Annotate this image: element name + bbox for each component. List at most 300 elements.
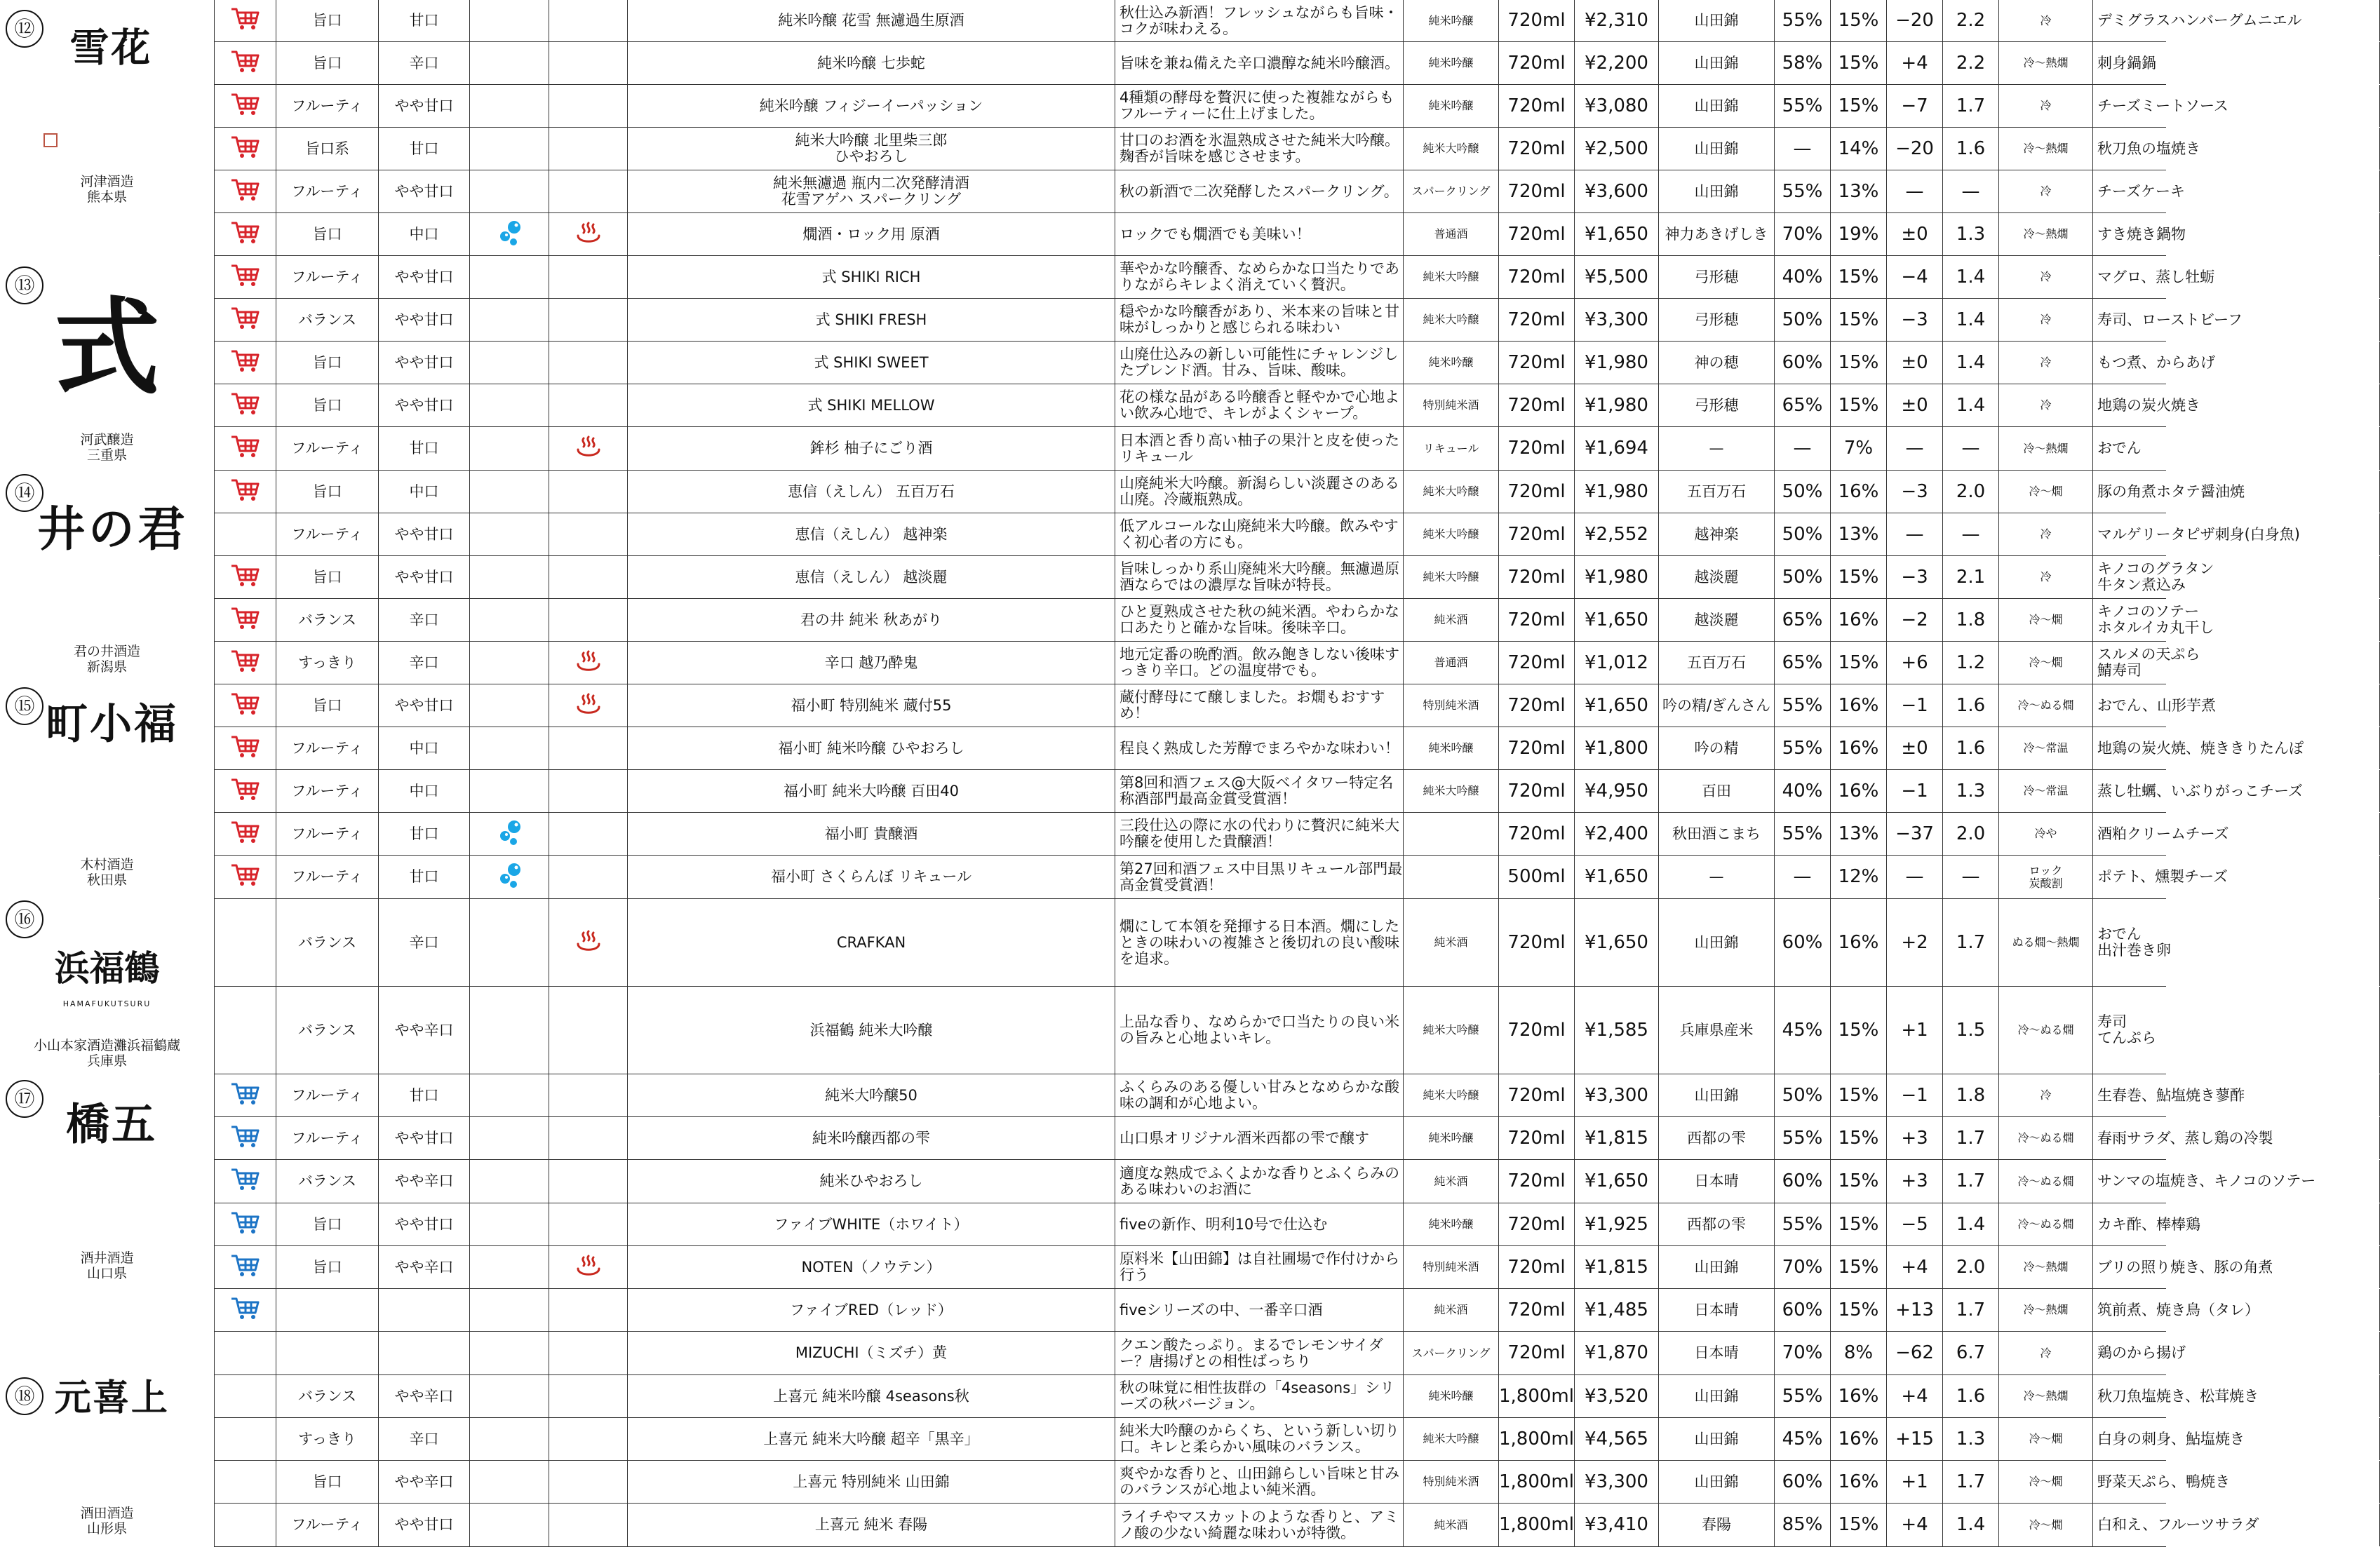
- abv-cell: 15%: [1830, 1117, 1886, 1159]
- desc-cell: 旨味を兼ね備えた辛口濃醇な純米吟醸酒。: [1115, 42, 1403, 84]
- price-cell: ¥1,650: [1574, 856, 1658, 898]
- rice-cell: 弓形穂: [1658, 256, 1774, 298]
- cart-icon[interactable]: [230, 306, 261, 335]
- cart-icon[interactable]: [230, 734, 261, 763]
- abv-cell: 15%: [1830, 1504, 1886, 1546]
- smv-cell: ±0: [1886, 384, 1942, 426]
- price-cell: ¥2,310: [1574, 0, 1658, 41]
- size-cell: 720ml: [1498, 987, 1574, 1074]
- brewery-name: 小山本家酒造灘浜福鶴蔵: [33, 1038, 180, 1053]
- type-cell: 純米大吟醸: [1403, 987, 1498, 1074]
- temp-cell: 冷～ぬる燗: [1998, 987, 2092, 1074]
- cart-icon[interactable]: [230, 6, 261, 35]
- type-cell: 純米大吟醸: [1403, 770, 1498, 812]
- aroma-cell: 旨口: [276, 471, 378, 513]
- polish-cell: 50%: [1774, 556, 1830, 598]
- desc-cell: 山廃仕込みの新しい可能性にチャレンジしたブレンド酒。甘み、旨味、酸味。: [1115, 342, 1403, 384]
- hot-cell: [549, 1504, 627, 1546]
- hot-cell: [549, 856, 627, 898]
- aroma-cell: フルーティ: [276, 727, 378, 769]
- aroma-cell: バランス: [276, 899, 378, 986]
- polish-cell: 60%: [1774, 342, 1830, 384]
- table-row: [214, 170, 2185, 213]
- polish-cell: 40%: [1774, 256, 1830, 298]
- taste-cell: やや甘口: [378, 85, 469, 127]
- brewery-name: 河津酒造: [80, 174, 134, 189]
- temp-cell: 冷: [1998, 0, 2092, 41]
- rice-cell: 山田錦: [1658, 128, 1774, 170]
- cart-cell: [214, 987, 276, 1074]
- price-cell: ¥1,650: [1574, 213, 1658, 255]
- smv-cell: −37: [1886, 813, 1942, 855]
- brewery-name: 酒井酒造: [80, 1250, 134, 1266]
- brand-logo: 浜福鶴: [54, 947, 160, 989]
- brewery-caption: [0, 857, 214, 888]
- temp-cell: 冷: [1998, 256, 2092, 298]
- polish-cell: 55%: [1774, 170, 1830, 212]
- hot-cell: [549, 170, 627, 212]
- rice-cell: 山田錦: [1658, 899, 1774, 986]
- temp-cell: 冷: [1998, 1332, 2092, 1374]
- cart-icon[interactable]: [230, 391, 261, 420]
- cart-cell: [214, 256, 276, 298]
- cart-icon[interactable]: [230, 135, 261, 163]
- pairing-cell: もつ煮、からあげ: [2092, 342, 2380, 384]
- brewery-name: 君の井酒造: [73, 644, 140, 659]
- size-cell: 720ml: [1498, 384, 1574, 426]
- size-cell: 720ml: [1498, 170, 1574, 212]
- hot-cell: [549, 556, 627, 598]
- polish-cell: 40%: [1774, 770, 1830, 812]
- hot-cell: [549, 1117, 627, 1159]
- rice-cell: 山田錦: [1658, 1418, 1774, 1460]
- cold-cell: [469, 987, 549, 1074]
- price-cell: ¥2,200: [1574, 42, 1658, 84]
- cart-icon[interactable]: [230, 1296, 261, 1325]
- size-cell: 720ml: [1498, 1246, 1574, 1288]
- cart-icon[interactable]: [230, 92, 261, 121]
- temp-cell: 冷～燗: [1998, 471, 2092, 513]
- aroma-cell: フルーティ: [276, 427, 378, 470]
- cart-icon[interactable]: [230, 434, 261, 463]
- cold-cell: [469, 1504, 549, 1546]
- abv-cell: 13%: [1830, 813, 1886, 855]
- rice-cell: 山田錦: [1658, 1246, 1774, 1288]
- taste-cell: やや甘口: [378, 170, 469, 212]
- rice-cell: 山田錦: [1658, 0, 1774, 41]
- smv-cell: −4: [1886, 256, 1942, 298]
- hot-cell: [549, 1332, 627, 1374]
- polish-cell: 70%: [1774, 1246, 1830, 1288]
- type-cell: 純米大吟醸: [1403, 1074, 1498, 1116]
- polish-cell: —: [1774, 856, 1830, 898]
- cart-cell: [214, 770, 276, 812]
- size-cell: 720ml: [1498, 1117, 1574, 1159]
- acid-cell: —: [1942, 427, 1998, 470]
- pairing-cell: 生春巻、鮎塩焼き蓼酢: [2092, 1074, 2380, 1116]
- hot-cell: [549, 256, 627, 298]
- price-cell: ¥3,410: [1574, 1504, 1658, 1546]
- type-cell: 純米吟醸: [1403, 85, 1498, 127]
- abv-cell: 15%: [1830, 1160, 1886, 1203]
- acid-cell: 1.6: [1942, 727, 1998, 769]
- taste-cell: やや甘口: [378, 342, 469, 384]
- rice-cell: 山田錦: [1658, 1375, 1774, 1417]
- brand-number: ⑫: [6, 10, 43, 48]
- polish-cell: 70%: [1774, 213, 1830, 255]
- taste-cell: 辛口: [378, 599, 469, 641]
- acid-cell: 1.3: [1942, 1418, 1998, 1460]
- prefecture: 兵庫県: [86, 1053, 127, 1069]
- size-cell: 720ml: [1498, 556, 1574, 598]
- price-cell: ¥1,815: [1574, 1246, 1658, 1288]
- type-cell: 純米酒: [1403, 599, 1498, 641]
- cold-cell: [469, 599, 549, 641]
- brewery-caption: [0, 1506, 214, 1536]
- rice-cell: 兵庫県産米: [1658, 987, 1774, 1074]
- cart-cell: [214, 642, 276, 684]
- brand-number: ⑯: [6, 900, 43, 938]
- polish-cell: 55%: [1774, 684, 1830, 727]
- cold-cell: [469, 1203, 549, 1245]
- price-cell: ¥4,950: [1574, 770, 1658, 812]
- cart-cell: [214, 1461, 276, 1503]
- smv-cell: −7: [1886, 85, 1942, 127]
- rice-cell: 西都の雫: [1658, 1203, 1774, 1245]
- taste-cell: 甘口: [378, 856, 469, 898]
- temp-cell: 冷～熱燗: [1998, 1375, 2092, 1417]
- table-row: [214, 299, 2243, 342]
- abv-cell: 15%: [1830, 642, 1886, 684]
- table-row: [214, 256, 2215, 299]
- pairing-cell: ブリの照り焼き、豚の角煮: [2092, 1246, 2380, 1288]
- brand-column: [0, 0, 214, 1542]
- brewery-name: 酒田酒造: [80, 1506, 134, 1521]
- abv-cell: 7%: [1830, 427, 1886, 470]
- price-cell: ¥1,650: [1574, 599, 1658, 641]
- pairing-cell: 酒粕クリームチーズ: [2092, 813, 2380, 855]
- brand-logo: 五橋: [58, 1101, 156, 1144]
- temp-cell: 冷: [1998, 1074, 2092, 1116]
- desc-cell: 第8回和酒フェス@大阪ベイタワー特定名称酒部門最高金賞受賞酒！: [1115, 770, 1403, 812]
- abv-cell: 16%: [1830, 1418, 1886, 1460]
- cart-icon[interactable]: [230, 691, 261, 720]
- temp-cell: 冷や: [1998, 813, 2092, 855]
- name-cell: NOTEN（ノウテン）: [627, 1246, 1115, 1288]
- hot-cell: [549, 599, 627, 641]
- cart-cell: [214, 899, 276, 986]
- size-cell: 720ml: [1498, 427, 1574, 470]
- brand-number: ⑬: [6, 266, 43, 304]
- smv-cell: —: [1886, 427, 1942, 470]
- name-cell: ファイブWHITE（ホワイト）: [627, 1203, 1115, 1245]
- price-cell: ¥1,980: [1574, 471, 1658, 513]
- abv-cell: 16%: [1830, 599, 1886, 641]
- type-cell: 純米酒: [1403, 1289, 1498, 1331]
- size-cell: 720ml: [1498, 471, 1574, 513]
- cart-icon[interactable]: [230, 49, 261, 78]
- price-cell: ¥1,980: [1574, 342, 1658, 384]
- cart-icon[interactable]: [230, 1167, 261, 1196]
- aroma-cell: フルーティ: [276, 513, 378, 555]
- bubbles-icon: [495, 818, 523, 850]
- rice-cell: 五百万石: [1658, 471, 1774, 513]
- taste-cell: 辛口: [378, 1418, 469, 1460]
- desc-cell: 花の様な品がある吟醸香と軽やかで心地よい飲み心地で、キレがよくシャープ。: [1115, 384, 1403, 426]
- price-cell: ¥1,012: [1574, 642, 1658, 684]
- hot-cell: [549, 1246, 627, 1288]
- hot-cell: [549, 1074, 627, 1116]
- price-cell: ¥2,552: [1574, 513, 1658, 555]
- polish-cell: 55%: [1774, 1117, 1830, 1159]
- temp-cell: 冷～熱燗: [1998, 213, 2092, 255]
- name-cell: 上喜元 純米 春陽: [627, 1504, 1115, 1546]
- temp-cell: 冷～燗: [1998, 1461, 2092, 1503]
- taste-cell: 甘口: [378, 0, 469, 41]
- acid-cell: 1.6: [1942, 128, 1998, 170]
- cold-cell: [469, 427, 549, 470]
- brewery-caption: [0, 1038, 214, 1069]
- rice-cell: 山田錦: [1658, 42, 1774, 84]
- cart-icon[interactable]: [230, 1124, 261, 1153]
- prefecture: 三重県: [86, 447, 127, 463]
- cold-cell: [469, 1418, 549, 1460]
- rice-cell: 越淡麗: [1658, 599, 1774, 641]
- cart-icon[interactable]: [230, 1253, 261, 1282]
- table-row: [214, 556, 2214, 599]
- aroma-cell: フルーティ: [276, 1117, 378, 1159]
- desc-cell: 日本酒と香り高い柚子の果汁と皮を使ったリキュール: [1115, 427, 1403, 470]
- brewery-caption: [0, 174, 214, 205]
- hot-cell: [549, 384, 627, 426]
- abv-cell: 15%: [1830, 1246, 1886, 1288]
- pairing-cell: ポテト、燻製チーズ: [2092, 856, 2380, 898]
- temp-cell: 冷～燗: [1998, 599, 2092, 641]
- aroma-cell: 旨口: [276, 1203, 378, 1245]
- name-cell: 純米吟醸西都の雫: [627, 1117, 1115, 1159]
- price-cell: ¥3,300: [1574, 299, 1658, 341]
- size-cell: 720ml: [1498, 256, 1574, 298]
- temp-cell: 冷～熱燗: [1998, 42, 2092, 84]
- abv-cell: 13%: [1830, 513, 1886, 555]
- aroma-cell: バランス: [276, 1375, 378, 1417]
- pairing-cell: 豚の角煮ホタテ醤油焼: [2092, 471, 2380, 513]
- taste-cell: やや甘口: [378, 1203, 469, 1245]
- polish-cell: 60%: [1774, 899, 1830, 986]
- cart-icon[interactable]: [230, 1081, 261, 1110]
- acid-cell: 2.0: [1942, 471, 1998, 513]
- acid-cell: 1.8: [1942, 599, 1998, 641]
- cart-icon[interactable]: [230, 349, 261, 377]
- cold-cell: [469, 1160, 549, 1203]
- polish-cell: 50%: [1774, 513, 1830, 555]
- price-cell: ¥1,585: [1574, 987, 1658, 1074]
- hot-spring-icon: [574, 433, 603, 464]
- cart-cell: [214, 0, 276, 41]
- cold-cell: [469, 342, 549, 384]
- cold-cell: [469, 1461, 549, 1503]
- acid-cell: —: [1942, 170, 1998, 212]
- seal-stamp: [43, 133, 58, 147]
- desc-cell: 原料米【山田錦】は自社圃場で作付けから行う: [1115, 1246, 1403, 1288]
- polish-cell: 65%: [1774, 599, 1830, 641]
- desc-cell: fiveの新作、明利10号で仕込む: [1115, 1203, 1403, 1245]
- aroma-cell: フルーティ: [276, 256, 378, 298]
- desc-cell: ひと夏熟成させた秋の純米酒。やわらかな口あたりと確かな旨味。後味辛口。: [1115, 599, 1403, 641]
- rice-cell: 日本晴: [1658, 1289, 1774, 1331]
- hot-cell: [549, 770, 627, 812]
- cart-icon[interactable]: [230, 649, 261, 677]
- type-cell: 特別純米酒: [1403, 384, 1498, 426]
- aroma-cell: [276, 1289, 378, 1331]
- temp-cell: 冷: [1998, 299, 2092, 341]
- cart-icon[interactable]: [230, 863, 261, 891]
- table-row: [214, 1289, 2259, 1332]
- polish-cell: 65%: [1774, 384, 1830, 426]
- price-cell: ¥1,980: [1574, 384, 1658, 426]
- abv-cell: 19%: [1830, 213, 1886, 255]
- cart-icon[interactable]: [230, 820, 261, 849]
- polish-cell: —: [1774, 427, 1830, 470]
- polish-cell: 60%: [1774, 1289, 1830, 1331]
- aroma-cell: 旨口: [276, 42, 378, 84]
- abv-cell: 15%: [1830, 42, 1886, 84]
- pairing-cell: 寿司 てんぷら: [2092, 987, 2380, 1074]
- cart-icon[interactable]: [230, 606, 261, 635]
- pairing-cell: 野菜天ぷら、鴨焼き: [2092, 1461, 2380, 1503]
- polish-cell: 58%: [1774, 42, 1830, 84]
- smv-cell: −1: [1886, 1074, 1942, 1116]
- smv-cell: +3: [1886, 1160, 1942, 1203]
- hot-cell: [549, 642, 627, 684]
- cold-cell: [469, 85, 549, 127]
- price-cell: ¥1,485: [1574, 1289, 1658, 1331]
- hot-cell: [549, 42, 627, 84]
- abv-cell: 16%: [1830, 1375, 1886, 1417]
- cold-cell: [469, 213, 549, 255]
- abv-cell: 16%: [1830, 899, 1886, 986]
- desc-cell: 旨味しっかり系山廃純米大吟醸。無濾過原酒ならではの濃厚な旨味が特長。: [1115, 556, 1403, 598]
- cart-icon[interactable]: [230, 177, 261, 206]
- pairing-cell: サンマの塩焼き、キノコのソテー: [2092, 1160, 2380, 1203]
- acid-cell: 1.8: [1942, 1074, 1998, 1116]
- pairing-cell: チーズミートソース: [2092, 85, 2380, 127]
- size-cell: 720ml: [1498, 1074, 1574, 1116]
- name-cell: 純米吟醸 花雪 無濾過生原酒: [627, 0, 1115, 41]
- rice-cell: 越神楽: [1658, 513, 1774, 555]
- taste-cell: やや甘口: [378, 299, 469, 341]
- price-cell: ¥3,300: [1574, 1461, 1658, 1503]
- taste-cell: やや辛口: [378, 1160, 469, 1203]
- size-cell: 720ml: [1498, 299, 1574, 341]
- hot-cell: [549, 299, 627, 341]
- cart-icon[interactable]: [230, 777, 261, 806]
- table-row: [214, 1246, 2273, 1289]
- cart-icon[interactable]: [230, 563, 261, 592]
- size-cell: 720ml: [1498, 642, 1574, 684]
- acid-cell: 1.4: [1942, 1504, 1998, 1546]
- acid-cell: 1.7: [1942, 1461, 1998, 1503]
- taste-cell: 辛口: [378, 642, 469, 684]
- desc-cell: 第27回和酒フェス中目黒リキュール部門最高金賞受賞酒！: [1115, 856, 1403, 898]
- hot-cell: [549, 899, 627, 986]
- polish-cell: 55%: [1774, 1375, 1830, 1417]
- hot-cell: [549, 427, 627, 470]
- acid-cell: 6.7: [1942, 1332, 1998, 1374]
- rice-cell: 吟の精/ぎんさん: [1658, 684, 1774, 727]
- brand-number: ⑰: [6, 1080, 43, 1118]
- pairing-cell: デミグラスハンバーグムニエル: [2092, 0, 2380, 41]
- aroma-cell: 旨口: [276, 1461, 378, 1503]
- taste-cell: 中口: [378, 471, 469, 513]
- aroma-cell: 旨口: [276, 384, 378, 426]
- hot-cell: [549, 128, 627, 170]
- smv-cell: −62: [1886, 1332, 1942, 1374]
- rice-cell: 秋田酒こまち: [1658, 813, 1774, 855]
- cart-cell: [214, 170, 276, 212]
- brand-logo: 福小町: [39, 701, 176, 743]
- cart-icon[interactable]: [230, 220, 261, 249]
- cart-icon[interactable]: [230, 478, 261, 506]
- cart-cell: [214, 1246, 276, 1288]
- acid-cell: —: [1942, 513, 1998, 555]
- name-cell: 君の井 純米 秋あがり: [627, 599, 1115, 641]
- abv-cell: 14%: [1830, 128, 1886, 170]
- cold-cell: [469, 899, 549, 986]
- cart-icon[interactable]: [230, 1210, 261, 1239]
- cart-cell: [214, 471, 276, 513]
- rice-cell: 日本晴: [1658, 1160, 1774, 1203]
- pairing-cell: 春雨サラダ、蒸し鶏の冷製: [2092, 1117, 2380, 1159]
- aroma-cell: フルーティ: [276, 770, 378, 812]
- acid-cell: 2.0: [1942, 1246, 1998, 1288]
- desc-cell: 4種類の酵母を贅沢に使った複雑ながらもフルーティーに仕上げました。: [1115, 85, 1403, 127]
- smv-cell: +4: [1886, 1375, 1942, 1417]
- desc-cell: 山口県オリジナル酒米西都の雫で醸す: [1115, 1117, 1403, 1159]
- table-row: [214, 128, 2200, 170]
- smv-cell: +4: [1886, 1246, 1942, 1288]
- table-row: [214, 856, 2228, 899]
- cold-cell: [469, 1246, 549, 1288]
- price-cell: ¥3,300: [1574, 1074, 1658, 1116]
- type-cell: 純米酒: [1403, 1160, 1498, 1203]
- temp-cell: ロック 炭酸割: [1998, 856, 2092, 898]
- type-cell: 特別純米酒: [1403, 684, 1498, 727]
- type-cell: 普通酒: [1403, 642, 1498, 684]
- smv-cell: −1: [1886, 770, 1942, 812]
- type-cell: [1403, 856, 1498, 898]
- cart-icon[interactable]: [230, 263, 261, 292]
- size-cell: 1,800ml: [1498, 1418, 1574, 1460]
- cold-cell: [469, 1117, 549, 1159]
- smv-cell: −3: [1886, 299, 1942, 341]
- abv-cell: 16%: [1830, 770, 1886, 812]
- desc-cell: 秋の味覚に相性抜群の「4seasons」シリーズの秋バージョン。: [1115, 1375, 1403, 1417]
- pairing-cell: チーズケーキ: [2092, 170, 2380, 212]
- polish-cell: 85%: [1774, 1504, 1830, 1546]
- pairing-cell: キノコのソテー ホタルイカ丸干し: [2092, 599, 2380, 641]
- table-row: [214, 513, 2300, 556]
- rice-cell: 山田錦: [1658, 170, 1774, 212]
- acid-cell: 1.6: [1942, 1375, 1998, 1417]
- taste-cell: 甘口: [378, 128, 469, 170]
- cold-cell: [469, 42, 549, 84]
- polish-cell: 45%: [1774, 987, 1830, 1074]
- cart-cell: [214, 128, 276, 170]
- hot-cell: [549, 0, 627, 41]
- aroma-cell: 旨口: [276, 1246, 378, 1288]
- rice-cell: 越淡麗: [1658, 556, 1774, 598]
